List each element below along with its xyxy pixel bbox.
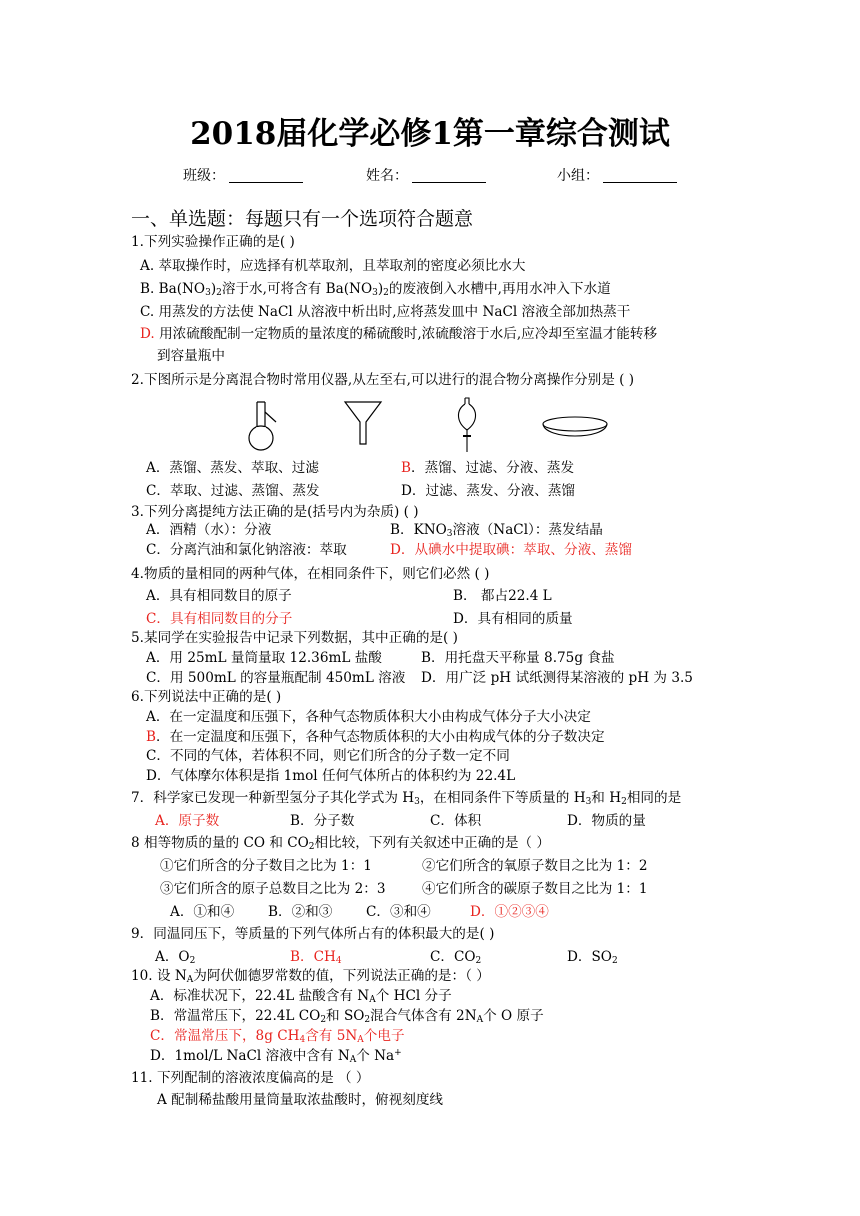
separatory-funnel-icon [454, 396, 480, 456]
q4-option-b: B． 都占22.4 L [453, 588, 552, 604]
name-field [366, 165, 486, 185]
q10-stem: 10. 设 $N_A$为阿伏伽德罗常数的值，下列说法正确的是：（ ） [131, 968, 490, 985]
q8-stem: 8 相等物质的量的 CO 和 $CO_2$相比较，下列有关叙述中正确的是（ ） [131, 835, 550, 852]
q2-option-d: D．过滤、蒸发、分液、蒸馏 [401, 483, 576, 499]
q1-answer-mark: D. [140, 326, 155, 342]
q2-option-c: C．萃取、过滤、蒸馏、蒸发 [146, 483, 320, 499]
q7-option-c: C．体积 [430, 813, 482, 829]
class-label: 班级： [183, 168, 225, 184]
group-blank[interactable] [603, 168, 677, 183]
q3-option-a: A．酒精（水）：分液 [146, 522, 272, 538]
q6-option-a: A．在一定温度和压强下，各种气态物质体积大小由构成气体分子大小决定 [146, 709, 591, 725]
section-heading: 一、单选题：每题只有一个选项符合题意 [131, 208, 474, 230]
q9-option-b: B．$CH_4$ [290, 949, 342, 966]
q8-statement-1: ①它们所含的分子数目之比为 1：1 [160, 858, 372, 874]
q3-option-b: B．$KNO_3$溶液（NaCl）：蒸发结晶 [390, 522, 603, 539]
q8-statement-4: ④它们所含的碳原子数目之比为 1：1 [422, 881, 648, 897]
q8-statement-2: ②它们所含的氧原子数目之比为 1：2 [422, 858, 648, 874]
q1-stem: 1.下列实验操作正确的是( ) [131, 234, 295, 250]
q1-option-b: B. $Ba(NO_3)_2$溶于水,可将含有 $Ba(NO_3)_2$的废液倒入水槽中,再用水冲入下水道 [140, 281, 611, 298]
q4-option-c: C．具有相同数目的分子 [146, 611, 293, 627]
q5-option-c: C．用 500mL 的容量瓶配制 450mL 溶液 [146, 670, 406, 686]
q7-option-b: B．分子数 [290, 813, 355, 829]
q4-stem: 4.物质的量相同的两种气体，在相同条件下，则它们必然 ( ) [131, 566, 490, 582]
q2-stem: 2.下图所示是分离混合物时常用仪器,从左至右,可以进行的混合物分离操作分别是 ( ) [131, 372, 635, 388]
q10-option-b: B．常温常压下，22.4L $CO_2$和 $SO_2$混合气体含有 $2N_A$个 O 原子 [150, 1008, 544, 1025]
q6-option-d: D．气体摩尔体积是指 1mol 任何气体所占的体积约为 22.4L [146, 768, 516, 784]
q10-option-c: C．常温常压下，8g $CH_4$含有 $5N_A$个电子 [150, 1028, 405, 1045]
q9-option-d: D．$SO_2$ [567, 949, 618, 966]
q8-option-c: C．③和④ [366, 904, 431, 920]
q4-option-a: A．具有相同数目的原子 [146, 588, 292, 604]
funnel-icon [343, 400, 383, 446]
q5-option-a: A．用 25mL 量筒量取 12.36mL 盐酸 [146, 650, 382, 666]
q6-answer-mark: B [146, 729, 156, 745]
q8-statement-3: ③它们所含的原子总数目之比为 2：3 [160, 881, 386, 897]
name-label: 姓名： [366, 168, 408, 184]
q1-option-d-cont: 到容量瓶中 [157, 348, 225, 364]
class-blank[interactable] [229, 168, 303, 183]
q3-option-c: C．分离汽油和氯化钠溶液：萃取 [146, 542, 347, 558]
q8-option-a: A．①和④ [170, 904, 235, 920]
class-field [183, 165, 303, 185]
q5-option-b: B．用托盘天平称量 8.75g 食盐 [421, 650, 615, 666]
q7-option-a: A．原子数 [155, 813, 220, 829]
q3-stem: 3.下列分离提纯方法正确的是(括号内为杂质) ( ) [131, 504, 419, 520]
q2-answer-mark: B [401, 460, 411, 476]
group-label: 小组： [557, 168, 599, 184]
q10-option-d: D．1mol/L NaCl 溶液中含有 $N_A$个 Na+ [150, 1048, 402, 1065]
q8-option-b: B．②和③ [268, 904, 333, 920]
q1-option-d: D. 用浓硫酸配制一定物质的量浓度的稀硫酸时,浓硫酸溶于水后,应冷却至室温才能转移 [140, 326, 658, 342]
q4-option-d: D．具有相同的质量 [453, 611, 573, 627]
evaporating-dish-icon [540, 414, 610, 446]
q2-option-b: B．蒸馏、过滤、分液、蒸发 [401, 460, 575, 476]
q3-option-d: D．从碘水中提取碘：萃取、分液、蒸馏 [390, 542, 632, 558]
q11-option-a: A 配制稀盐酸用量筒量取浓盐酸时，俯视刻度线 [157, 1092, 444, 1108]
q1-option-c: C. 用蒸发的方法使 NaCl 从溶液中析出时,应将蒸发皿中 NaCl 溶液全部加热蒸干 [140, 304, 631, 320]
q9-option-a: A．$O_2$ [155, 949, 196, 966]
page-title: 2018届化学必修1第一章综合测试 [190, 116, 670, 152]
q6-stem: 6.下列说法中正确的是( ) [131, 689, 282, 705]
name-blank[interactable] [412, 168, 486, 183]
q7-option-d: D．物质的量 [567, 813, 646, 829]
group-field [557, 165, 677, 185]
q7-stem: 7．科学家已发现一种新型氢分子其化学式为 $H_3$，在相同条件下等质量的 $H_3$和 $H_2$相同的是 [131, 790, 682, 807]
q2-option-a: A．蒸馏、蒸发、萃取、过滤 [146, 460, 319, 476]
q6-option-b: B．在一定温度和压强下，各种气态物质体积的大小由构成气体的分子数决定 [146, 729, 605, 745]
q1-option-a: A. 萃取操作时，应选择有机萃取剂，且萃取剂的密度必须比水大 [140, 258, 526, 274]
q5-option-d: D．用广泛 pH 试纸测得某溶液的 pH 为 3.5 [421, 670, 693, 686]
q10-option-a: A．标准状况下，22.4L 盐酸含有 $N_A$个 HCl 分子 [150, 988, 452, 1005]
q9-option-c: C．$CO_2$ [430, 949, 482, 966]
q8-option-d: D．①②③④ [470, 904, 549, 920]
q9-stem: 9．同温同压下，等质量的下列气体所占有的体积最大的是( ) [131, 926, 495, 942]
q5-stem: 5.某同学在实验报告中记录下列数据，其中正确的是( ) [131, 630, 458, 646]
q11-stem: 11. 下列配制的溶液浓度偏高的是 （ ） [131, 1070, 370, 1086]
q6-option-c: C．不同的气体，若体积不同，则它们所含的分子数一定不同 [146, 748, 510, 764]
distillation-flask-icon [240, 398, 280, 454]
